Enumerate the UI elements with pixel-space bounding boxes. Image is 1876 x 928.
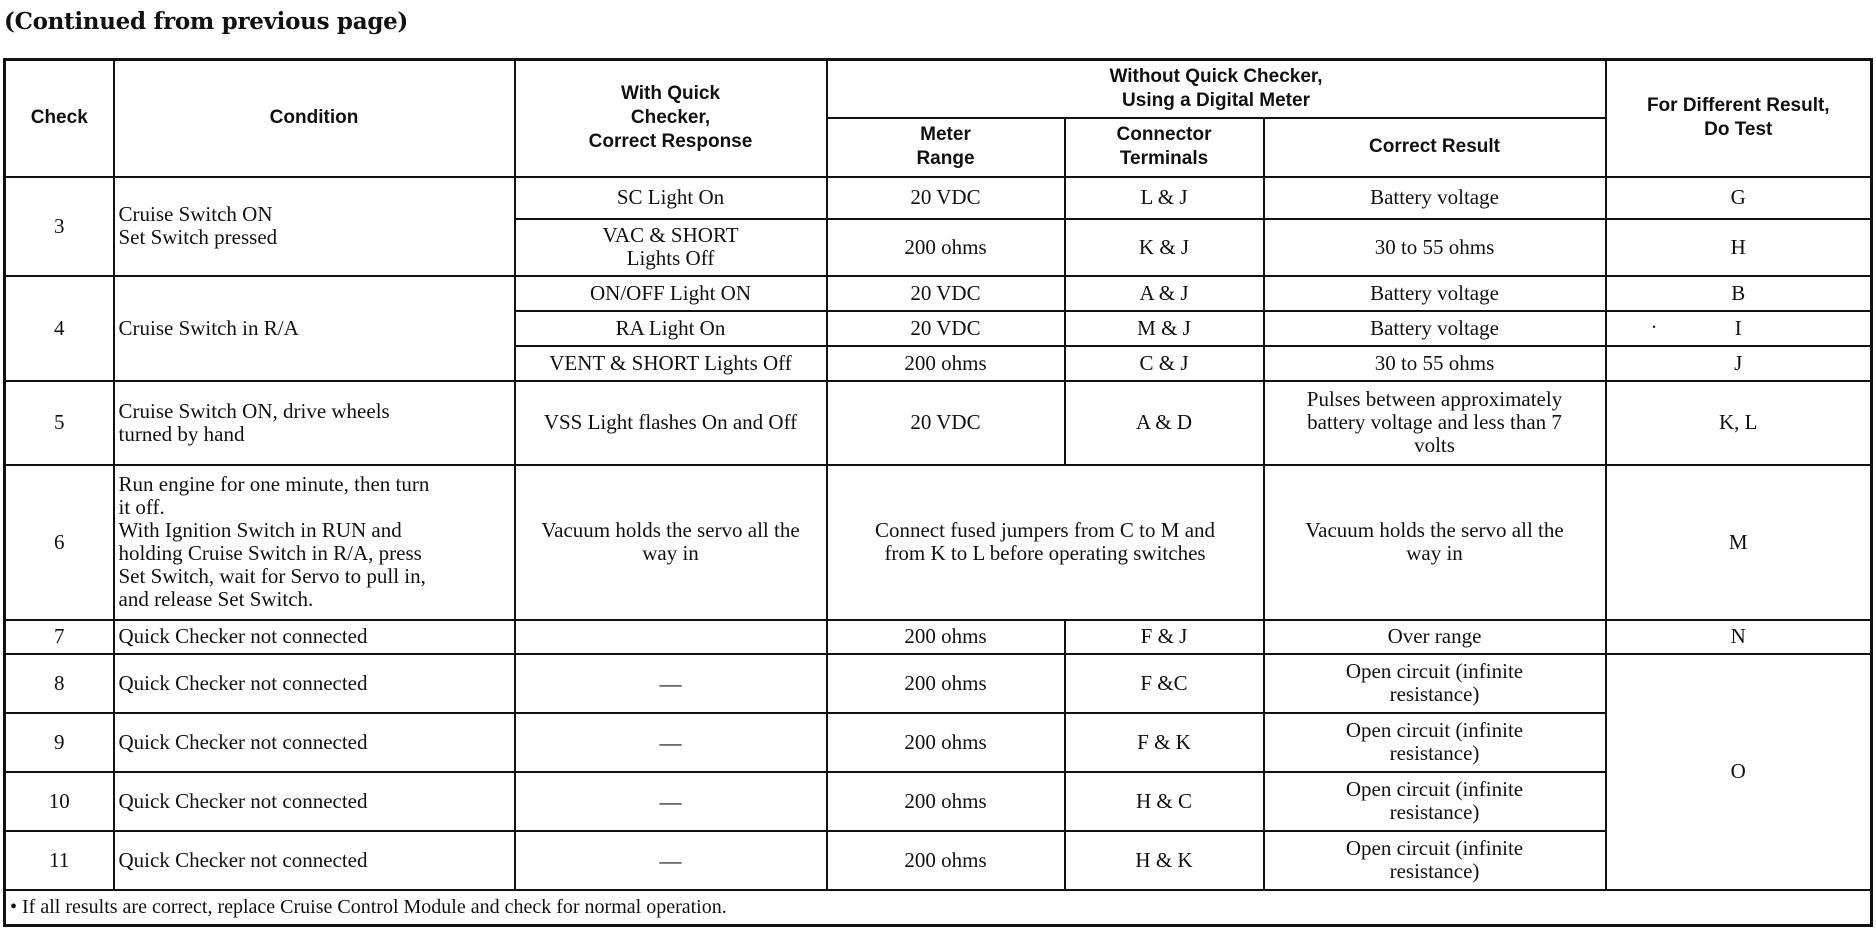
- stray-mark: ·: [1650, 314, 1658, 339]
- meter-range-cell: 20 VDC: [827, 177, 1065, 219]
- terminals-cell: F &C: [1065, 654, 1264, 713]
- test-cell: B: [1606, 276, 1872, 311]
- meter-instructions-cell: [827, 465, 1264, 620]
- check-number: 11: [5, 831, 114, 890]
- condition-line: Cruise Switch ON, drive wheels: [118, 398, 390, 423]
- meter-range-cell: 200 ohms: [827, 346, 1065, 381]
- check-number: 3: [5, 177, 114, 276]
- result-line: resistance): [1389, 741, 1480, 765]
- response-cell: [515, 219, 827, 276]
- condition-line: and release Set Switch.: [118, 587, 314, 611]
- result-line: resistance): [1389, 800, 1480, 824]
- response-cell: VENT & SHORT Lights Off: [515, 346, 827, 381]
- table-row: [5, 654, 1872, 713]
- header-condition: Condition: [114, 60, 515, 177]
- header-meter-range-line1: Meter: [920, 124, 971, 145]
- check-number: 6: [5, 465, 114, 620]
- table-row: [5, 831, 1872, 890]
- meter-range-cell: 200 ohms: [827, 772, 1065, 831]
- meter-range-cell: 200 ohms: [827, 620, 1065, 654]
- test-cell: [1606, 311, 1872, 346]
- response-cell: VSS Light flashes On and Off: [515, 381, 827, 465]
- condition-line: it off.: [118, 495, 165, 519]
- check-number: 4: [5, 276, 114, 381]
- response-cell: —: [515, 831, 827, 890]
- terminals-cell: L & J: [1065, 177, 1264, 219]
- test-cell: J: [1606, 346, 1872, 381]
- result-cell: 30 to 55 ohms: [1264, 219, 1606, 276]
- header-quick-checker-line1: With Quick: [620, 83, 721, 105]
- header-quick-checker: [515, 60, 827, 177]
- condition-line: Cruise Switch ON: [118, 202, 273, 226]
- response-line: Vacuum holds the servo all the: [541, 518, 800, 542]
- test-cell: G: [1606, 177, 1872, 219]
- check-number: 8: [5, 654, 114, 713]
- condition-cell: Quick Checker not connected: [114, 654, 515, 713]
- meter-range-cell: 200 ohms: [827, 831, 1065, 890]
- condition-cell: Quick Checker not connected: [114, 772, 515, 831]
- header-without-quick-checker: [827, 60, 1606, 118]
- condition-line: turned by hand: [118, 421, 245, 446]
- result-line: Open circuit (infinite: [1345, 718, 1524, 742]
- result-cell: [1264, 381, 1606, 465]
- header-connector-terminals: [1065, 118, 1264, 177]
- result-cell: Over range: [1264, 620, 1606, 654]
- result-cell: Battery voltage: [1264, 177, 1606, 219]
- result-cell: [1264, 713, 1606, 772]
- table-row: [5, 465, 1872, 620]
- response-line: Lights Off: [626, 246, 715, 270]
- condition-line: Set Switch pressed: [118, 225, 278, 249]
- response-cell: ON/OFF Light ON: [515, 276, 827, 311]
- header-check: Check: [5, 60, 114, 177]
- meter-range-cell: 200 ohms: [827, 654, 1065, 713]
- response-cell: —: [515, 654, 827, 713]
- terminals-cell: A & J: [1065, 276, 1264, 311]
- header-different-line1: For Different Result,: [1646, 95, 1830, 117]
- terminals-cell: M & J: [1065, 311, 1264, 346]
- meter-instructions-line: Connect fused jumpers from C to M and: [874, 518, 1216, 542]
- check-number: 10: [5, 772, 114, 831]
- condition-cell: [114, 465, 515, 620]
- result-line: volts: [1414, 433, 1455, 457]
- meter-range-cell: 200 ohms: [827, 713, 1065, 772]
- test-cell: K, L: [1606, 381, 1872, 465]
- condition-cell: Quick Checker not connected: [114, 713, 515, 772]
- condition-line: holding Cruise Switch in R/A, press: [118, 541, 422, 565]
- terminals-cell: F & K: [1065, 713, 1264, 772]
- table-footer-row: [5, 890, 1872, 926]
- header-quick-checker-line2: Checker,: [630, 107, 711, 129]
- response-line: way in: [642, 541, 699, 565]
- result-line: resistance): [1389, 859, 1480, 883]
- header-different-line2: Do Test: [1704, 119, 1773, 141]
- header-meter-range: [827, 118, 1065, 177]
- result-cell: 30 to 55 ohms: [1264, 346, 1606, 381]
- result-cell: Battery voltage: [1264, 276, 1606, 311]
- result-cell: [1264, 831, 1606, 890]
- terminals-cell: C & J: [1065, 346, 1264, 381]
- result-line: battery voltage and less than 7: [1307, 410, 1562, 434]
- header-connector-line1: Connector: [1116, 124, 1212, 145]
- result-line: resistance): [1389, 682, 1480, 706]
- result-cell: [1264, 465, 1606, 620]
- header-different-result: [1606, 60, 1872, 177]
- header-meter-range-line2: Range: [916, 148, 975, 169]
- result-line: way in: [1406, 541, 1463, 565]
- check-number: 5: [5, 381, 114, 465]
- table-row: [5, 177, 1872, 219]
- meter-instructions-line: from K to L before operating switches: [884, 541, 1206, 565]
- result-line: Vacuum holds the servo all the: [1305, 518, 1564, 542]
- test-cell: H: [1606, 219, 1872, 276]
- result-cell: Battery voltage: [1264, 311, 1606, 346]
- meter-range-cell: 20 VDC: [827, 311, 1065, 346]
- footer-note: • If all results are correct, replace Cruise Control Module and check for normal operation.: [5, 890, 1872, 926]
- condition-line: Run engine for one minute, then turn: [118, 472, 430, 496]
- terminals-cell: A & D: [1065, 381, 1264, 465]
- terminals-cell: K & J: [1065, 219, 1264, 276]
- result-line: Open circuit (infinite: [1345, 836, 1524, 860]
- test-cell: M: [1606, 465, 1872, 620]
- result-line: Pulses between approximately: [1306, 387, 1563, 411]
- condition-cell: [114, 177, 515, 276]
- response-cell: —: [515, 772, 827, 831]
- check-number: 7: [5, 620, 114, 654]
- meter-range-cell: 200 ohms: [827, 219, 1065, 276]
- condition-cell: Quick Checker not connected: [114, 620, 515, 654]
- response-cell: RA Light On: [515, 311, 827, 346]
- table-row: [5, 381, 1872, 465]
- meter-range-cell: 20 VDC: [827, 276, 1065, 311]
- table-row: [5, 772, 1872, 831]
- result-line: Open circuit (infinite: [1345, 777, 1524, 801]
- response-line: VAC & SHORT: [602, 223, 739, 247]
- meter-range-cell: 20 VDC: [827, 381, 1065, 465]
- header-without-line1: Without Quick Checker,: [1109, 65, 1323, 87]
- header-correct-result: Correct Result: [1264, 118, 1606, 177]
- header-quick-checker-line3: Correct Response: [588, 131, 753, 153]
- check-number: 9: [5, 713, 114, 772]
- table-row: [5, 713, 1872, 772]
- condition-cell: [114, 381, 515, 465]
- test-cell: N: [1606, 620, 1872, 654]
- result-cell: [1264, 772, 1606, 831]
- test-value: I: [1734, 315, 1742, 340]
- condition-cell: Cruise Switch in R/A: [114, 276, 515, 381]
- continued-label: (Continued from previous page): [4, 8, 409, 35]
- response-cell: [515, 620, 827, 654]
- condition-line: Set Switch, wait for Servo to pull in,: [118, 564, 426, 588]
- response-cell: —: [515, 713, 827, 772]
- header-without-line2: Using a Digital Meter: [1122, 89, 1310, 111]
- table-row: [5, 276, 1872, 311]
- result-line: Open circuit (infinite: [1345, 659, 1524, 683]
- test-cell-shared: O: [1606, 654, 1872, 890]
- header-connector-line2: Terminals: [1119, 148, 1209, 169]
- cruise-control-check-table: [3, 58, 1873, 927]
- terminals-cell: H & K: [1065, 831, 1264, 890]
- condition-cell: Quick Checker not connected: [114, 831, 515, 890]
- condition-line: With Ignition Switch in RUN and: [118, 518, 402, 542]
- terminals-cell: F & J: [1065, 620, 1264, 654]
- response-cell: [515, 465, 827, 620]
- table-row: [5, 620, 1872, 654]
- terminals-cell: H & C: [1065, 772, 1264, 831]
- response-cell: SC Light On: [515, 177, 827, 219]
- result-cell: [1264, 654, 1606, 713]
